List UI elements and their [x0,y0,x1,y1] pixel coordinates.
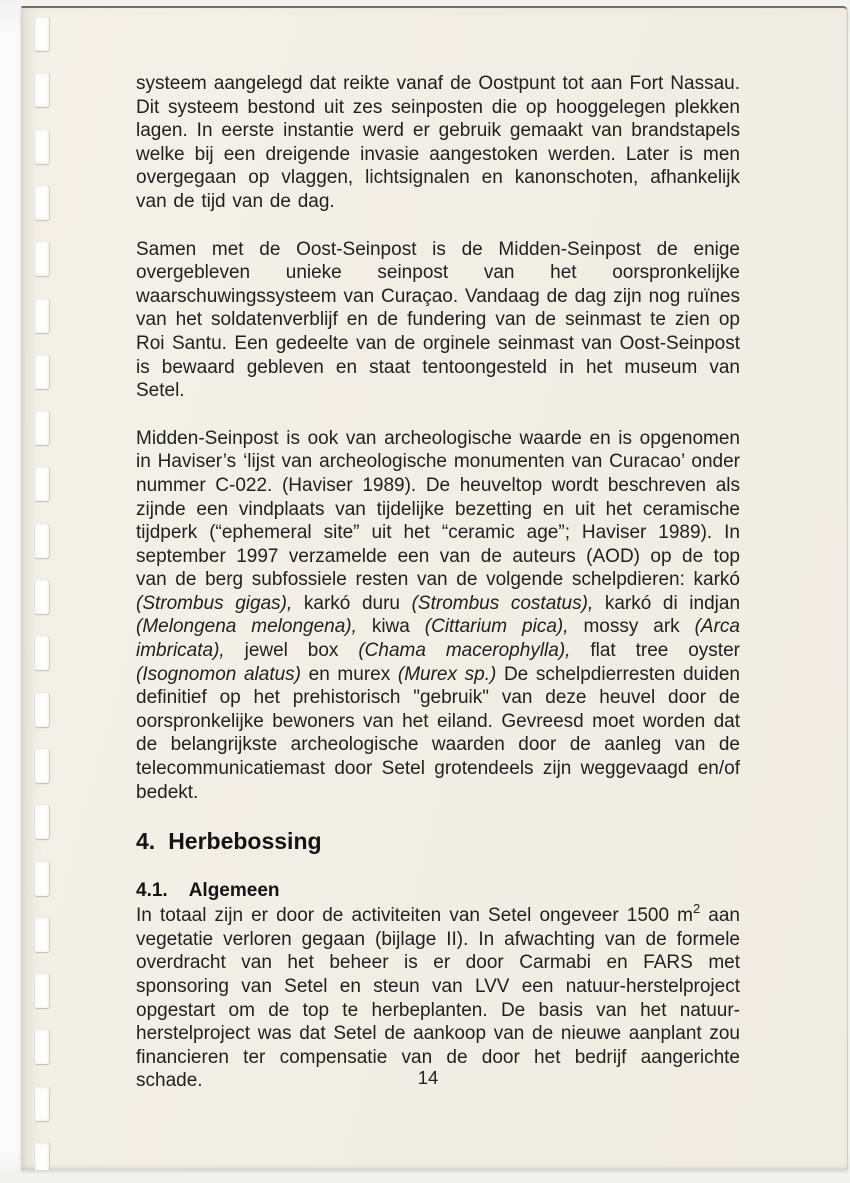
binding-hole [35,130,49,164]
binding-hole [35,693,49,727]
subsection-number: 4.1. [136,880,168,902]
text-run: mossy ark [568,616,695,638]
species-name: (Strombus costatus), [411,592,594,614]
text-block [136,72,740,1093]
text-run: systeem aangelegd dat reikte vanaf de Oostpunt tot aan Fort Nassau. Dit systeem bestond uit zes seinposten die op hooggelegen plekken lagen. In eerste instantie werd er gebruik gemaakt van brandstapels welke bij een dreigende invasie aangestoken werden. Later is men overgegaan op vlaggen, lichtsignalen en kanonschoten, afhankelijk van de tijd van de dag. [136,73,740,212]
species-name: (Melongena melongena), [136,616,357,638]
binding-hole [35,1143,49,1170]
section-title: Herbebossing [168,828,322,855]
paragraph [136,72,740,214]
species-name: (Cittarium pica), [424,616,569,638]
binding-hole [35,1030,49,1064]
binding-hole [35,73,49,107]
binding-hole [35,636,49,670]
binding-hole [35,862,49,896]
paragraph [136,427,740,805]
text-run: Samen met de Oost-Seinpost is de Midden-Seinpost de enige overgebleven unieke seinpost van het oorspronkelijke waarschuwingssysteem van Curaçao. Vandaag de dag zijn nog ruïnes van het soldatenverblijf en de fundering van de seinmast te zien op Roi Santu. Een gedeelte van de orginele seinmast van Oost-Seinpost is bewaard gebleven en staat tentoongesteld in het museum van Setel. [136,238,740,402]
species-name: (Strombus gigas), [136,592,293,614]
binding-hole [35,524,49,558]
text-run: kiwa [356,616,425,638]
text-run: In totaal zijn er door de activiteiten van Setel ongeveer 1500 m [136,905,693,927]
text-run: 2 [692,900,701,916]
text-run: Midden-Seinpost is ook van archeologische waarde en is opgenomen in Haviser’s ‘lijst van archeologische monumenten van Curacao’ onder nummer C-022. (Haviser 1989). De heuveltop wordt beschreven als zijnde een vindplaats van tijdelijke bezetting en uit het ceramische tijdperk (“ephemeral site” uit het “ceramic age”; Haviser 1989). In september 1997 verzamelde een van de auteurs (AOD) op de top van de berg subfossiele resten van de volgende schelpdieren: karkó [136,427,740,591]
binding-hole [35,186,49,220]
binding-hole [35,467,49,501]
text-run: flat tree oyster [570,640,740,662]
section-number: 4. [136,828,156,855]
subsection-heading [136,880,740,902]
species-name: (Chama macerophylla), [358,640,571,662]
species-name: (Murex sp.) [397,663,497,685]
binding-hole [35,749,49,783]
binding-hole [35,974,49,1008]
document-page [21,6,848,1170]
species-name: (Arca imbricata), [136,616,741,662]
binding-hole [35,1087,49,1121]
text-run: jewel box [224,640,359,662]
binding-hole [35,299,49,333]
binding-hole [35,17,49,51]
binding-hole [35,580,49,614]
species-name: (Isognomon alatus) [136,663,302,685]
subsection-title: Algemeen [188,880,280,902]
text-run: De schelpdierresten duiden definitief op het prehistorisch "gebruik" van deze heuvel door de oorspronkelijke bewoners van het eiland. Gevreesd moet worden dat de belangrijkste archeologische waarden door de aanleg van de telecommunicatiemast door Setel grotendeels zijn weggevaagd en/of bedekt. [136,663,740,803]
text-run: karkó duru [292,592,412,614]
binding-hole [35,805,49,839]
binding-hole [35,411,49,445]
paragraph [136,900,740,1093]
paragraph [136,238,740,403]
text-run: aan vegetatie verloren gegaan (bijlage II). In afwachting van de formele overdracht van het beheer is er door Carmabi en FARS met sponsoring van Setel en steun van LVV een natuur-herstelproject opgestart om de top te herbeplanten. De basis van het natuur-herstelproject was dat Setel de aankoop van de nieuwe aanplant zou financieren ter compensatie van de door het bedrijf aangerichte schade. [136,905,740,1092]
section-heading [136,828,740,854]
text-run: en murex [301,663,398,685]
page-number: 14 [417,1067,439,1088]
binding-hole [35,355,49,389]
binding-hole [35,918,49,952]
text-run: karkó di indjan [593,592,741,614]
binding-hole [35,242,49,276]
